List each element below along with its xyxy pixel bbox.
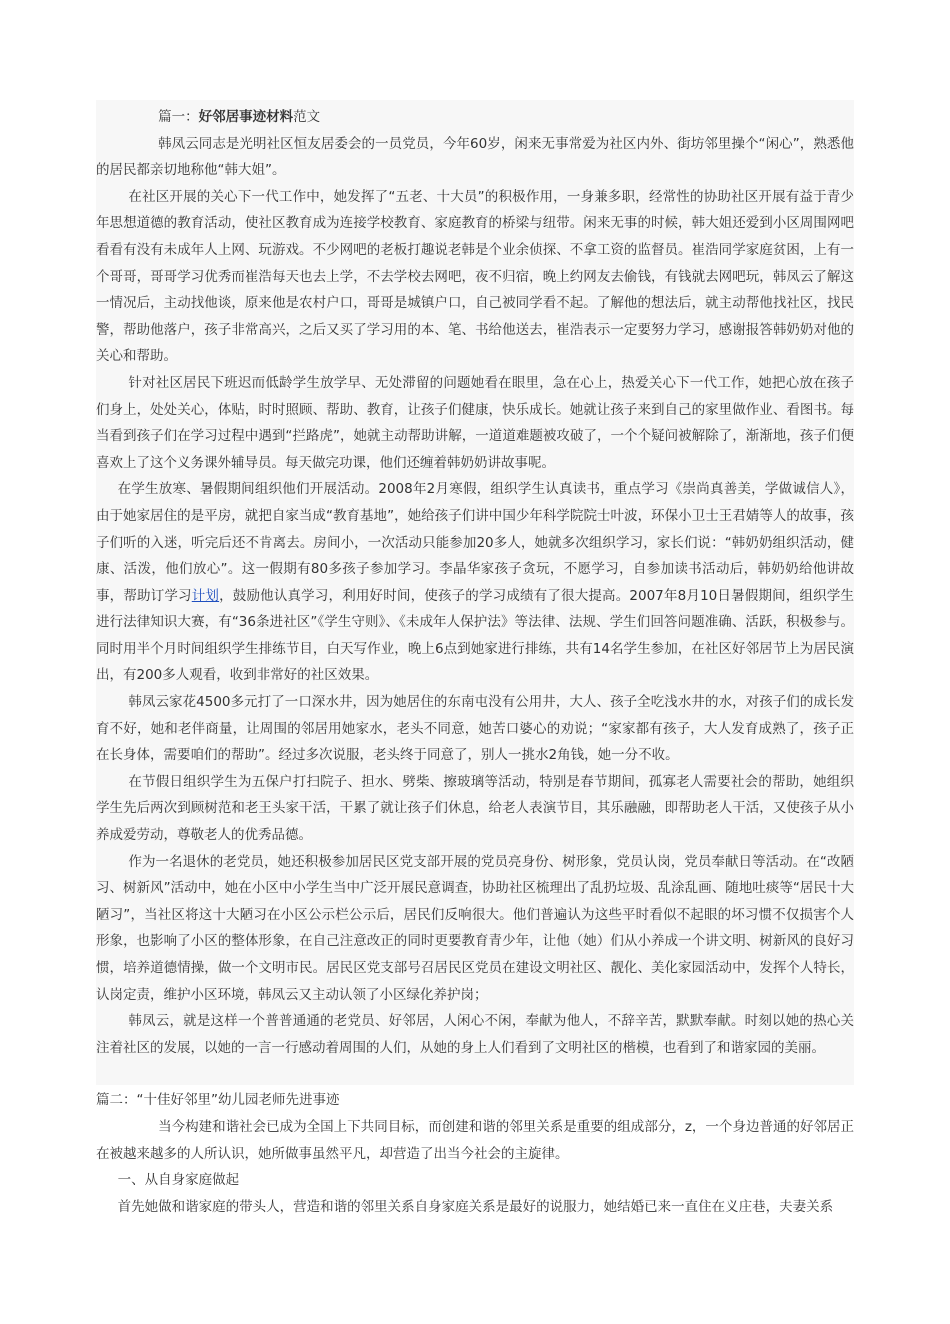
paragraph-with-link bbox=[96, 476, 854, 689]
paragraph: 在节假日组织学生为五保户打扫院子、担水、劈柴、擦玻璃等活动，特别是春节期间，孤寡老人需要社会的帮助，她组织学生先后两次到顾树范和老王头家干活，干累了就让孩子们休息，给老人表演节目，其乐融融，即帮助老人干活，又使孩子从小养成爱劳动，尊敬老人的优秀品德。 bbox=[96, 773, 854, 844]
paragraph: 韩凤云，就是这样一个普普通通的老党员、好邻居，人闲心不闲，奉献为他人，不辞辛苦，默默奉献。时刻以她的热心关注着社区的发展，以她的一言一行感动着周围的人们，从她的身上人们看到了文明社区的楷模，也看到了和谐家园的美丽。 bbox=[96, 1013, 854, 1056]
document-body bbox=[96, 104, 854, 1220]
section-one-heading bbox=[96, 104, 854, 131]
paragraph: 作为一名退休的老党员，她还积极参加居民区党支部开展的党员亮身份、树形象，党员认岗，党员奉献日等活动。在“改陋习、树新风”活动中，她在小区中小学生当中广泛开展民意调查，协助社区梳理出了乱扔垃圾、乱涂乱画、随地吐痰等“居民十大陋习”，当社区将这十大陋习在小区公示栏公示后，居民们反响很大。他们普遍认为这些平时看似不起眼的坏习惯不仅损害个人形象，也影响了小区的整体形象，在自己注意改正的同时更要教育青少年，让他（她）们从小养成一个讲文明、树新风的良好习惯，培养道德情操，做一个文明市民。居民区党支部号召居民区党员在建设文明社区、靓化、美化家园活动中，发挥个人特长，认岗定责，维护小区环境，韩凤云又主动认领了小区绿化养护岗； bbox=[96, 853, 854, 1003]
section-two-heading: 篇二：“十佳好邻里”幼儿园老师先进事迹 bbox=[96, 1092, 340, 1109]
paragraph: 针对社区居民下班迟而低龄学生放学早、无处滞留的问题她看在眼里，急在心上，热爱关心下一代工作，她把心放在孩子们身上，处处关心，体贴，时时照顾、帮助、教育，让孩子们健康，快乐成长。她就让孩子来到自己的家里做作业、看图书。每当看到孩子们在学习过程中遇到“拦路虎”，她就主动帮助讲解，一道道难题被攻破了，一个个疑问被解除了，渐渐地，孩子们便喜欢上了这个义务课外辅导员。每天做完功课，他们还缠着韩奶奶讲故事呢。 bbox=[96, 374, 854, 471]
plan-link[interactable]: 计划 bbox=[191, 587, 220, 604]
paragraph: 当今构建和谐社会已成为全国上下共同目标，而创建和谐的邻里关系是重要的组成部分，z，一个身边普通的好邻居正在被越来越多的人所认识，她所做事虽然平凡，却营造了出当今社会的主旋律。 bbox=[96, 1118, 854, 1162]
paragraph: 韩凤云同志是光明社区恒友居委会的一员党员，今年60岁，闲来无事常爱为社区内外、街坊邻里操个“闲心”，熟悉他的居民都亲切地称他“韩大姐”。 bbox=[96, 135, 854, 179]
paragraph: 韩凤云家花4500多元打了一口深水井，因为她居住的东南屯没有公用井，大人、孩子全吃浅水井的水，对孩子们的成长发育不好，她和老伴商量，让周围的邻居用她家水，老头不同意，她苦口婆心的劝说；“家家都有孩子，大人发育成熟了，孩子正在长身体，需要咱们的帮助”。经过多次说服，老头终于同意了，别人一挑水2角钱，她一分不收。 bbox=[96, 694, 854, 764]
section-gap bbox=[96, 1061, 854, 1087]
subheading: 一、从自身家庭做起 bbox=[117, 1172, 240, 1189]
paragraph: 在社区开展的关心下一代工作中，她发挥了“五老、十大员”的积极作用，一身兼多职，经常性的协助社区开展有益于青少年思想道德的教育活动，使社区教育成为连接学校教育、家庭教育的桥梁与纽带。闲来无事的时候，韩大姐还爱到小区周围网吧看看有没有未成年人上网、玩游戏。不少网吧的老板打趣说老韩是个业余侦探、不拿工资的监督员。崔浩同学家庭贫困，上有一个哥哥，哥哥学习优秀而崔浩每天也去上学，不去学校去网吧，夜不归宿，晚上约网友去偷钱，有钱就去网吧玩，韩凤云了解这一情况后，主动找他谈，原来他是农村户口，哥哥是城镇户口，自己被同学看不起。了解他的想法后，就主动帮他找社区，找民警，帮助他落户，孩子非常高兴，之后又买了学习用的本、笔、书给他送去，崔浩表示一定要努力学习，感谢报答韩奶奶对他的关心和帮助。 bbox=[96, 188, 854, 365]
heading-suffix: 范文 bbox=[293, 109, 321, 125]
heading-bold: 好邻居事迹材料 bbox=[198, 109, 294, 125]
heading-prefix: 篇一： bbox=[158, 109, 199, 125]
paragraph-text: 在学生放寒、暑假期间组织他们开展活动。2008年2月寒假，组织学生认真读书，重点学习《崇尚真善美，学做诚信人》，由于她家居住的是平房，就把自家当成“教育基地”，她给孩子们讲中国少年科学院院士叶波，环保小卫士王君婧等人的故事，孩子们听的入迷，听完后还不肯离去。房间小，一次活动只能参加20多人，她就多次组织学习，家长们说：“韩奶奶组织活动，健康、活泼，他们放心”。这一假期有80多孩子参加学习。李晶华家孩子贪玩，不愿学习，自参加读书活动后，韩奶奶给他讲故事，帮助订学习 bbox=[96, 481, 854, 604]
paragraph: 首先她做和谐家庭的带头人，营造和谐的邻里关系自身家庭关系是最好的说服力，她结婚已来一直住在义庄巷，夫妻关系 bbox=[117, 1198, 834, 1215]
paragraph-text: ，鼓励他认真学习，利用好时间，使孩子的学习成绩有了很大提高。2007年8月10日暑假期间，组织学生进行法律知识大赛，有“36条进社区”《学生守则》、《未成年人保护法》等法律、法规、学生们回答问题准确、活跃，积极参与。同时用半个月时间组织学生排练节目，白天写作业，晚上6点到她家进行排练，共有14名学生参加，在社区好邻居节上为居民演出，有200多人观看，收到非常好的社区效果。 bbox=[96, 587, 855, 684]
